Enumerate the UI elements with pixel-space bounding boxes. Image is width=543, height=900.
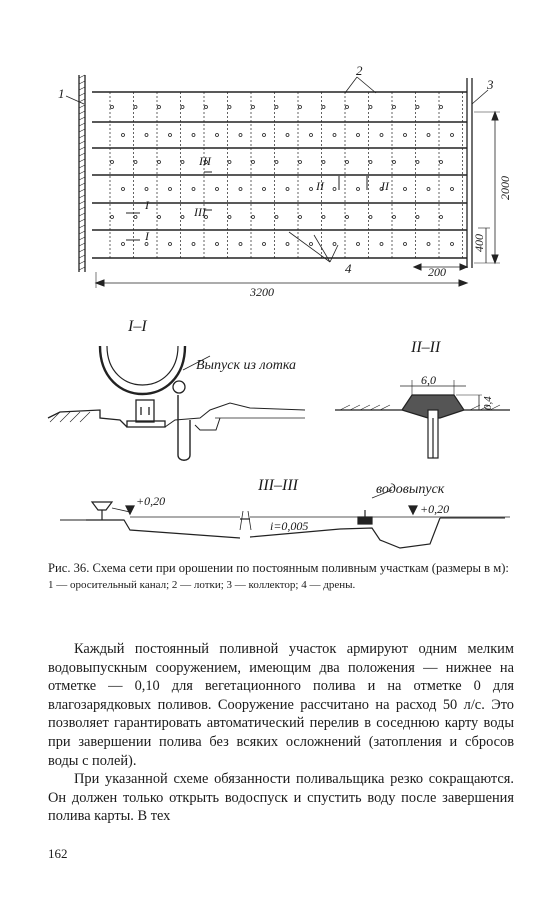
section-2-height: 0,4 <box>482 396 494 410</box>
section-1-title: I–I <box>128 318 147 335</box>
callout-2: 2 <box>356 63 363 78</box>
paragraph: При указанной схеме обязанности поливальщика резко сокращаются. Он должен только открыть водоспуск и спустить воду после завершения полива карты. В тех <box>48 771 514 825</box>
section-3-title: III–III <box>258 477 298 494</box>
callout-3: 3 <box>487 77 494 92</box>
mark-i-top: I <box>145 198 149 212</box>
mark-iii-top: III <box>199 154 211 168</box>
section-2-title: II–II <box>411 339 441 356</box>
mark-i-bottom: I <box>145 229 149 243</box>
section-1-outlet-label: Выпуск из лотка <box>196 358 297 373</box>
callout-1: 1 <box>58 86 65 101</box>
body-text <box>48 640 514 826</box>
plan-diagram <box>66 75 500 288</box>
section-3-right-level: +0,20 <box>420 502 450 516</box>
section-3-outlet-label: водовыпуск <box>376 482 445 497</box>
caption-legend: 1 — оросительный канал; 2 — лотки; 3 — коллектор; 4 — дрены. <box>48 579 356 591</box>
dim-width: 3200 <box>250 285 274 299</box>
section-2-top-width: 6,0 <box>421 373 436 387</box>
mark-iii-bottom: III <box>194 205 206 219</box>
section-3-left-level: +0,20 <box>136 494 166 508</box>
dim-height: 2000 <box>498 176 512 200</box>
dim-spacing: 400 <box>472 234 486 252</box>
section-3-slope: i=0,005 <box>270 519 309 533</box>
caption-text: Рис. 36. Схема сети при орошении по постоянным поливным участкам (размеры в м): <box>48 561 509 575</box>
callout-4: 4 <box>345 261 352 276</box>
mark-ii-right: II <box>381 179 389 193</box>
figure-caption <box>48 561 516 593</box>
section-2-diagram <box>335 380 510 458</box>
mark-ii-left: II <box>316 179 324 193</box>
dim-end-offset: 200 <box>428 265 446 279</box>
page-number: 162 <box>48 846 68 861</box>
paragraph: Каждый постоянный поливной участок армируют одним мелким водовыпускным сооружением, имеющим два положения — нижнее на отметке — 0,10 для вегетационного полива и на отметке 0 для влагозарядковых поливов. Сооружение рассчитано на расход 50 л/с. Это позволяет гарантировать автоматический перелив в соседнюю карту воды при завершении полива без всяких осложнений (затопления и сбросов воды с полей). <box>48 641 514 769</box>
